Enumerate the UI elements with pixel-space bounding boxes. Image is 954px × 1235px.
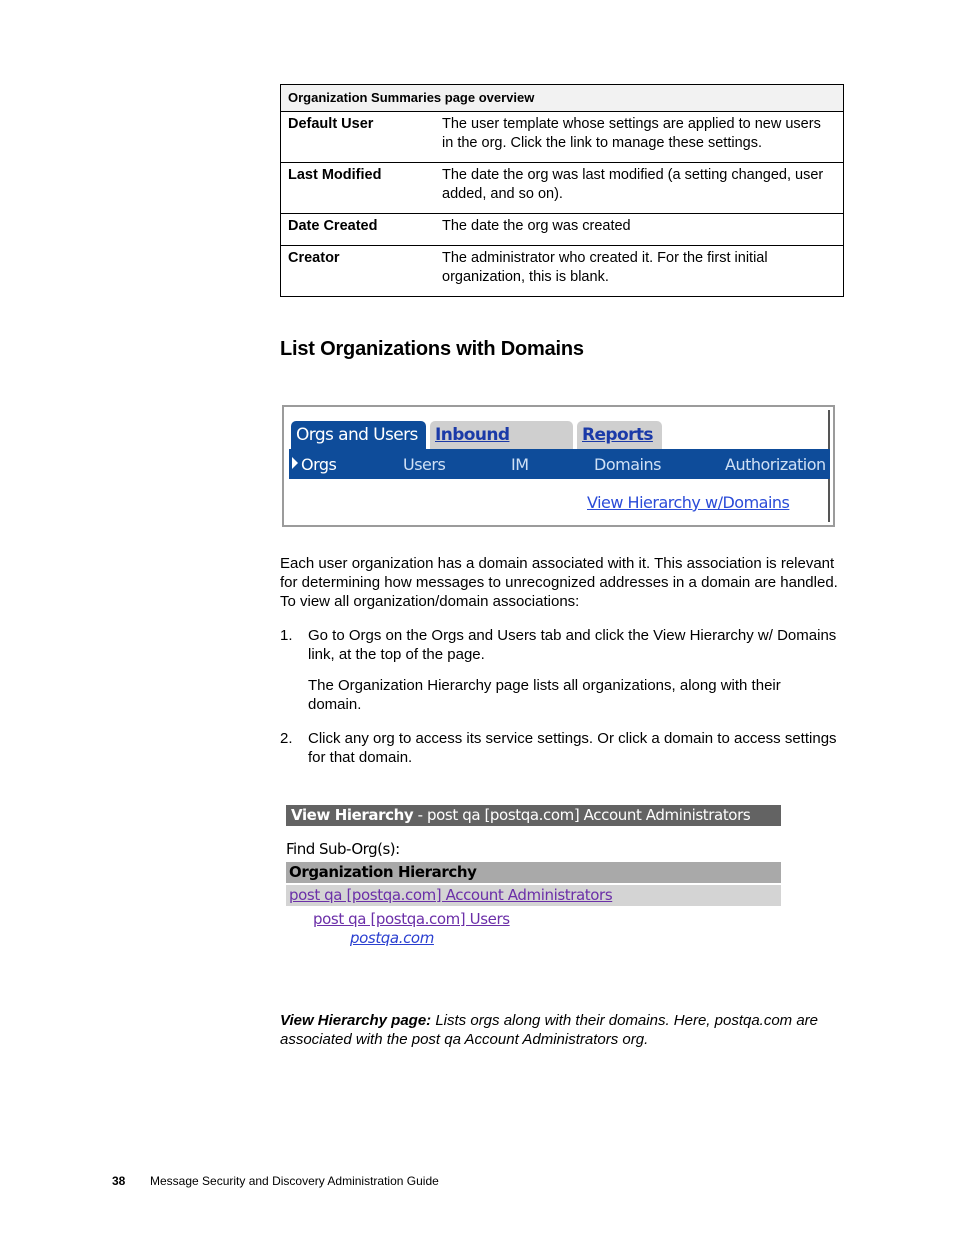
figure-caption (280, 1011, 845, 1049)
bar-title: View Hierarchy (291, 806, 414, 824)
view-hierarchy-bar (286, 805, 781, 826)
caption-text: Lists orgs along with their domains. Here, postqa.com are associated with the post qa Account Administrators org. (280, 1012, 819, 1048)
step-number: 1. (280, 627, 293, 644)
step-note: The Organization Hierarchy page lists all organizations, along with their domain. (308, 677, 781, 713)
table-row (281, 112, 844, 163)
view-hierarchy-link[interactable]: View Hierarchy w/Domains (587, 493, 790, 512)
section-title: List Organizations with Domains (280, 338, 584, 360)
subnav-orgs[interactable]: Orgs (301, 455, 337, 474)
guide-title: Message Security and Discovery Administration Guide (150, 1174, 439, 1188)
subnav-im[interactable]: IM (511, 455, 529, 474)
table-row (281, 246, 844, 297)
tabs-screenshot (282, 405, 835, 527)
tab-orgs-and-users[interactable]: Orgs and Users (291, 421, 426, 449)
caption-label: View Hierarchy page: (280, 1012, 432, 1029)
step-text: Click any org to access its service settings. Or click a domain to access settings for that domain. (308, 730, 837, 766)
row-term: Creator (281, 246, 436, 297)
row-definition: The date the org was last modified (a setting changed, user added, and so on). (435, 163, 844, 214)
tab-inbound-servers[interactable]: Inbound (430, 421, 573, 449)
sub-org-link[interactable]: post qa [postqa.com] Users (313, 910, 510, 928)
step-text: Go to Orgs on the Orgs and Users tab and click the View Hierarchy w/ Domains link, at the top of the page. (308, 627, 837, 663)
row-term: Default User (281, 112, 436, 163)
table-row (281, 214, 844, 246)
sub-navigation (289, 449, 830, 479)
current-arrow-icon (292, 457, 298, 469)
top-org-link[interactable]: post qa [postqa.com] Account Administrators (289, 886, 613, 904)
table-row (281, 163, 844, 214)
row-definition: The administrator who created it. For the first initial organization, this is blank. (435, 246, 844, 297)
subnav-users[interactable]: Users (403, 455, 446, 474)
org-hierarchy-header: Organization Hierarchy (286, 862, 781, 883)
row-definition: The user template whose settings are applied to new users in the org. Click the link to manage these settings. (435, 112, 844, 163)
intro-paragraph: Each user organization has a domain associated with it. This association is relevant for determining how messages to unrecognized addresses in a domain are handled. To view all organization/domain associations: (280, 555, 838, 610)
row-term: Last Modified (281, 163, 436, 214)
step-number: 2. (280, 730, 293, 747)
overview-table (280, 84, 844, 297)
page-number: 38 (112, 1174, 126, 1188)
table-heading: Organization Summaries page overview (281, 85, 844, 112)
row-term: Date Created (281, 214, 436, 246)
find-sub-org-label: Find Sub-Org(s): (286, 840, 400, 858)
bar-subtitle: - post qa [postqa.com] Account Administrators (413, 806, 751, 824)
subnav-domains[interactable]: Domains (594, 455, 661, 474)
subnav-authorization[interactable]: Authorization (725, 455, 826, 474)
row-definition: The date the org was created (435, 214, 844, 246)
domain-link[interactable]: postqa.com (350, 929, 434, 947)
top-org-row (286, 885, 781, 906)
tab-reports[interactable]: Reports (577, 421, 662, 449)
